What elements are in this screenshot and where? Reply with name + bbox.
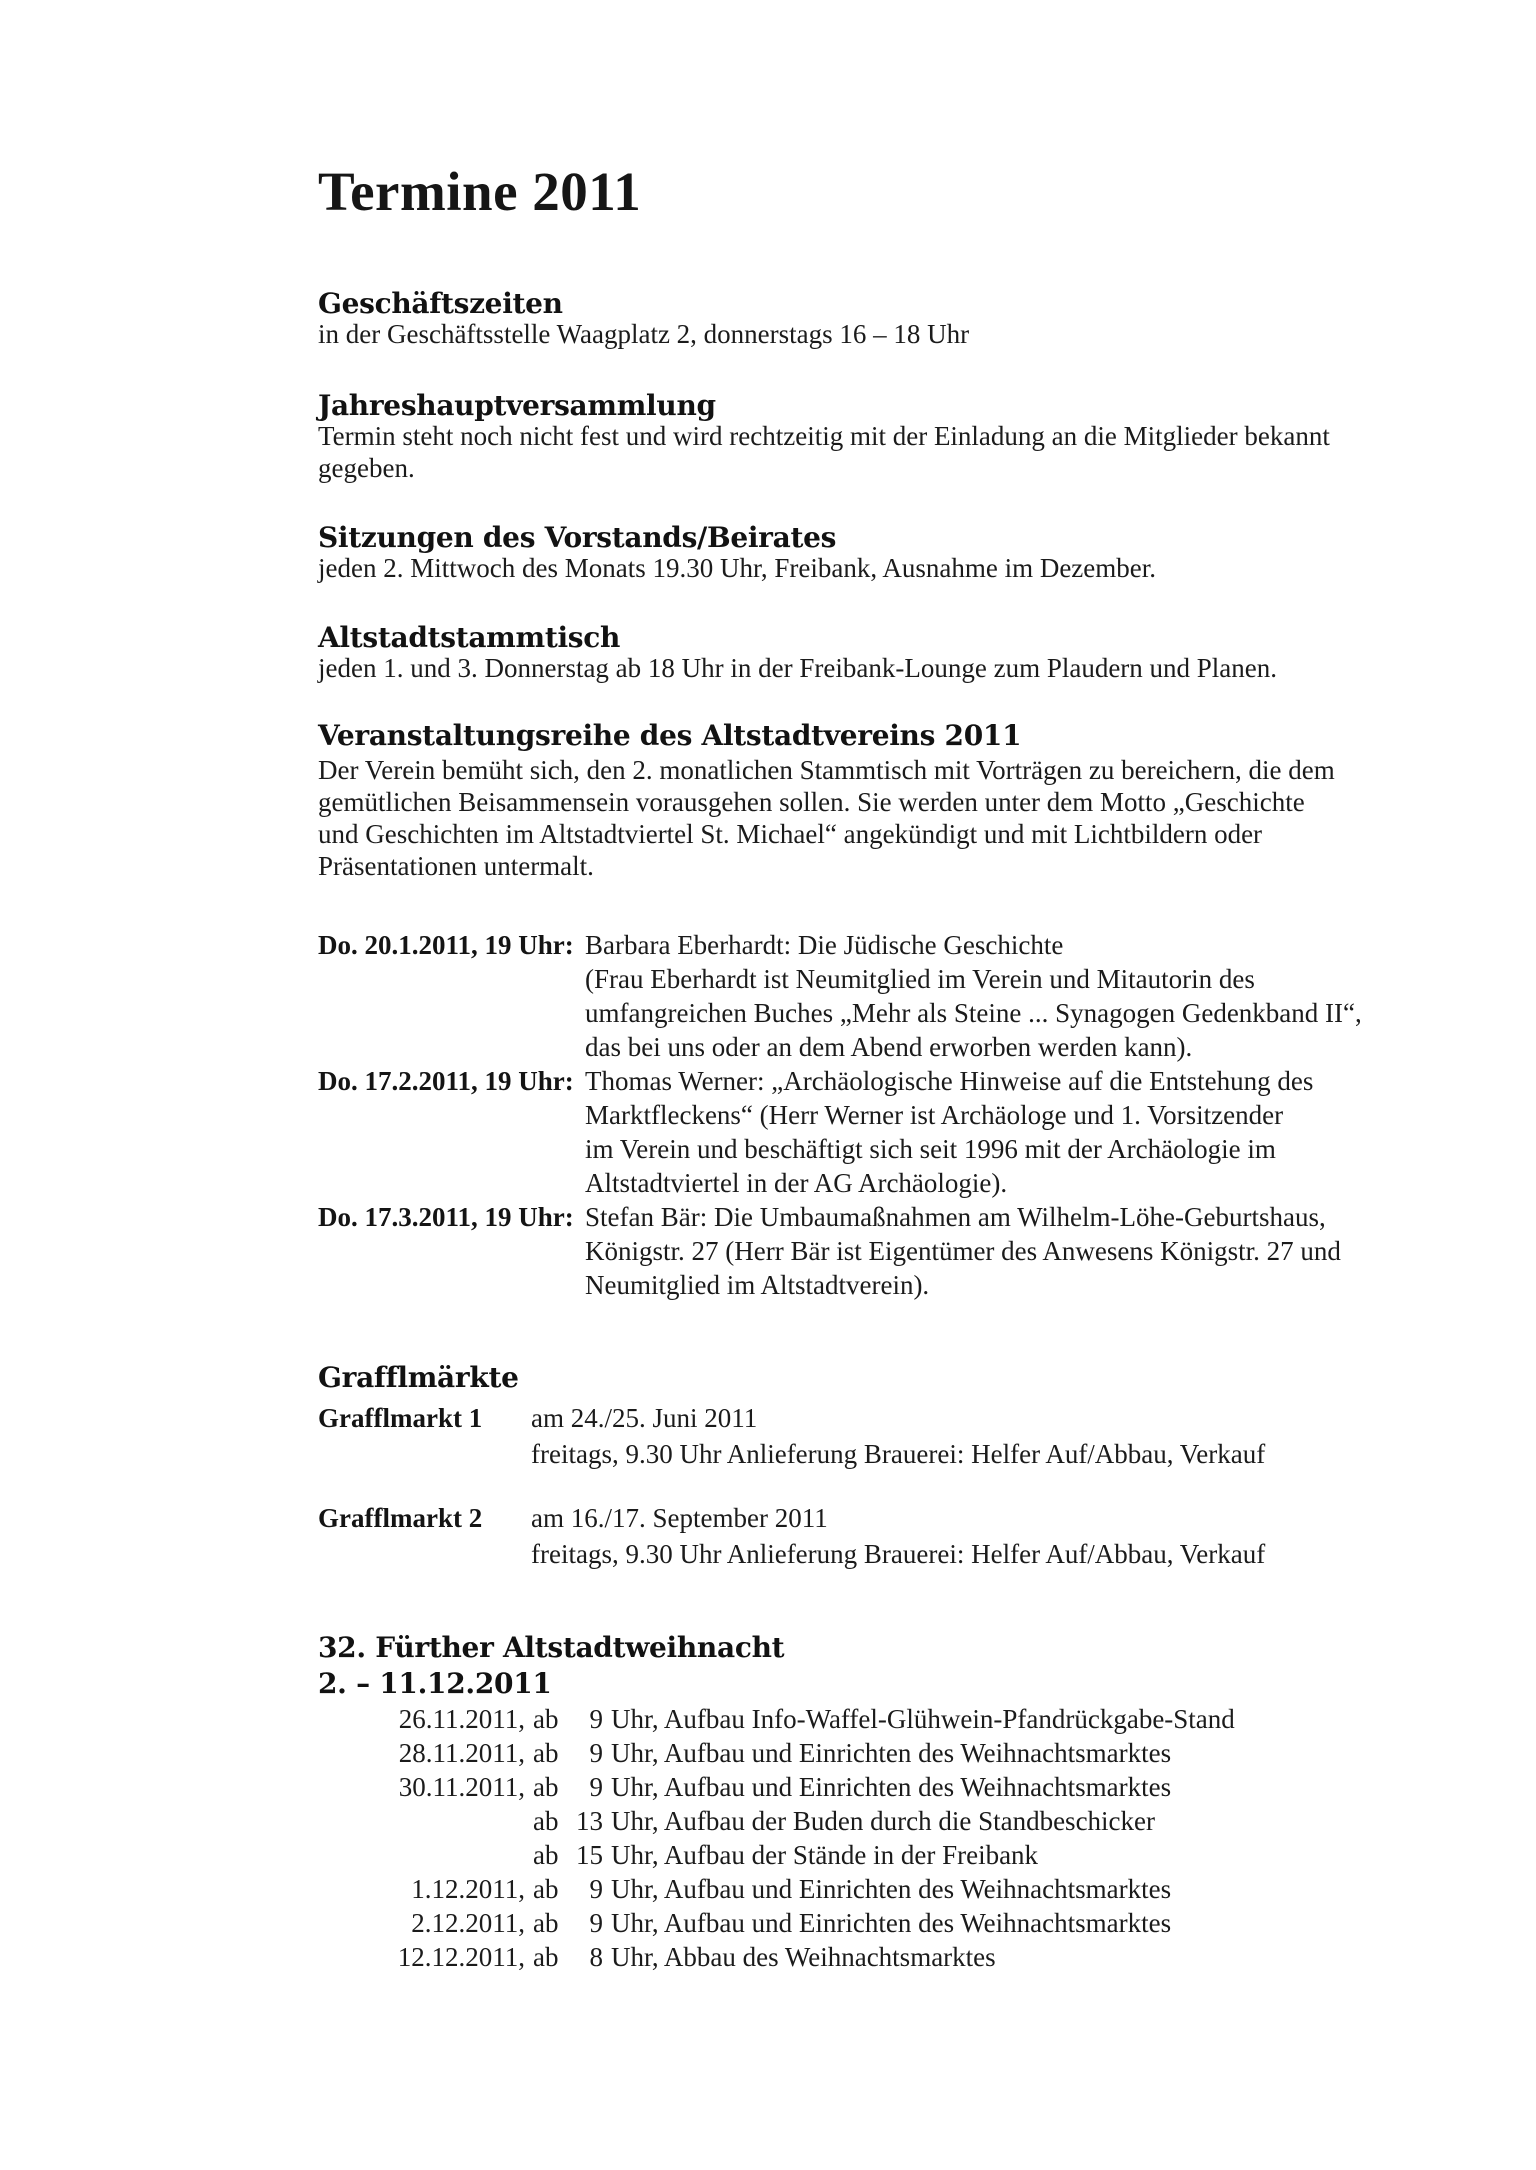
section-body-veranstaltungsreihe bbox=[318, 754, 1335, 882]
body-line: Termin steht noch nicht fest und wird rechtzeitig mit der Einladung an die Mitglieder bekannt bbox=[318, 421, 1330, 451]
weihnacht-hour: 9 bbox=[589, 1908, 603, 1938]
section-body-geschaeftszeiten bbox=[318, 318, 969, 350]
weihnacht-text: Uhr, Aufbau Info-Waffel-Glühwein-Pfandrückgabe-Stand bbox=[611, 1704, 1235, 1734]
weihnacht-date: 26.11.2011, bbox=[398, 1704, 525, 1734]
graffl-line bbox=[318, 1436, 1265, 1472]
weihnacht-ab: ab bbox=[533, 1738, 559, 1768]
graffl-label-spacer bbox=[318, 1436, 531, 1472]
event-line bbox=[318, 1268, 1362, 1302]
event-line bbox=[318, 1030, 1362, 1064]
graffl-market-1 bbox=[318, 1400, 1265, 1472]
weihnacht-ab: ab bbox=[533, 1840, 559, 1870]
section-heading-geschaeftszeiten: Geschäftszeiten bbox=[318, 287, 563, 320]
graffl-market-2 bbox=[318, 1500, 1265, 1572]
event-line bbox=[318, 1098, 1362, 1132]
event-text: Marktfleckens“ (Herr Werner ist Archäologe und 1. Vorsitzender bbox=[585, 1100, 1284, 1130]
body-line: Der Verein bemüht sich, den 2. monatlichen Stammtisch mit Vorträgen zu bereichern, die dem bbox=[318, 755, 1335, 785]
section-heading-jahreshauptversammlung: Jahreshauptversammlung bbox=[318, 389, 716, 422]
event-date-spacer bbox=[318, 996, 585, 1030]
weihnacht-ab: ab bbox=[533, 1942, 559, 1972]
weihnacht-heading-line1: 32. Fürther Altstadtweihnacht bbox=[318, 1631, 785, 1664]
weihnacht-row bbox=[318, 1838, 1235, 1872]
graffl-text: am 24./25. Juni 2011 bbox=[531, 1403, 758, 1433]
weihnacht-text: Uhr, Abbau des Weihnachtsmarktes bbox=[611, 1942, 996, 1972]
weihnacht-row bbox=[318, 1872, 1235, 1906]
section-heading-veranstaltungsreihe: Veranstaltungsreihe des Altstadtvereins 2011 bbox=[318, 719, 1022, 752]
weihnacht-row bbox=[318, 1770, 1235, 1804]
graffl-market-label: Grafflmarkt 1 bbox=[318, 1403, 483, 1433]
event-line bbox=[318, 1132, 1362, 1166]
weihnacht-row bbox=[318, 1940, 1235, 1974]
section-heading-sitzungen: Sitzungen des Vorstands/Beirates bbox=[318, 521, 837, 554]
weihnacht-date: 28.11.2011, bbox=[398, 1738, 525, 1768]
event-date-spacer bbox=[318, 1030, 585, 1064]
weihnacht-schedule bbox=[318, 1702, 1235, 1974]
section-body-sitzungen bbox=[318, 552, 1156, 584]
event-text: Neumitglied im Altstadtverein). bbox=[585, 1270, 930, 1300]
event-date-label: Do. 17.2.2011, 19 Uhr: bbox=[318, 1066, 574, 1096]
event-text: Barbara Eberhardt: Die Jüdische Geschichte bbox=[585, 930, 1064, 960]
body-line: in der Geschäftsstelle Waagplatz 2, donnerstags 16 – 18 Uhr bbox=[318, 319, 970, 349]
event-text: Königstr. 27 (Herr Bär ist Eigentümer des Anwesens Königstr. 27 und bbox=[585, 1236, 1341, 1266]
event-date-label: Do. 20.1.2011, 19 Uhr: bbox=[318, 930, 574, 960]
weihnacht-date: 1.12.2011, bbox=[411, 1874, 525, 1904]
event-date-spacer bbox=[318, 1234, 585, 1268]
weihnacht-date: 12.12.2011, bbox=[397, 1942, 525, 1972]
weihnacht-date: 2.12.2011, bbox=[411, 1908, 525, 1938]
body-line: und Geschichten im Altstadtviertel St. Michael“ angekündigt und mit Lichtbildern oder bbox=[318, 819, 1263, 849]
event-text: umfangreichen Buches „Mehr als Steine ... Synagogen Gedenkband II“, bbox=[585, 998, 1362, 1028]
page-title: Termine 2011 bbox=[318, 161, 642, 222]
event-text: im Verein und beschäftigt sich seit 1996 mit der Archäologie im bbox=[585, 1134, 1276, 1164]
event-line bbox=[318, 1200, 1362, 1234]
weihnacht-hour: 9 bbox=[589, 1738, 603, 1768]
weihnacht-text: Uhr, Aufbau und Einrichten des Weihnachtsmarktes bbox=[611, 1772, 1172, 1802]
event-line bbox=[318, 1064, 1362, 1098]
event-date-label: Do. 17.3.2011, 19 Uhr: bbox=[318, 1202, 574, 1232]
weihnacht-row bbox=[318, 1702, 1235, 1736]
section-heading-altstadtstammtisch: Altstadtstammtisch bbox=[318, 621, 621, 654]
event-text: Thomas Werner: „Archäologische Hinweise auf die Entstehung des bbox=[585, 1066, 1314, 1096]
event-text: Altstadtviertel in der AG Archäologie). bbox=[585, 1168, 1008, 1198]
event-line bbox=[318, 928, 1362, 962]
weihnacht-text: Uhr, Aufbau und Einrichten des Weihnachtsmarktes bbox=[611, 1874, 1172, 1904]
event-line bbox=[318, 962, 1362, 996]
graffl-heading: Grafflmärkte bbox=[318, 1361, 519, 1394]
weihnacht-hour: 13 bbox=[576, 1806, 603, 1836]
graffl-line bbox=[318, 1400, 1265, 1436]
weihnacht-hour: 9 bbox=[589, 1704, 603, 1734]
weihnacht-date bbox=[318, 1804, 525, 1838]
weihnacht-row bbox=[318, 1906, 1235, 1940]
body-line: gegeben. bbox=[318, 453, 415, 483]
section-body-altstadtstammtisch bbox=[318, 652, 1277, 684]
body-line: jeden 1. und 3. Donnerstag ab 18 Uhr in der Freibank-Lounge zum Plaudern und Planen. bbox=[318, 653, 1278, 683]
weihnacht-ab: ab bbox=[533, 1772, 559, 1802]
weihnacht-row bbox=[318, 1804, 1235, 1838]
event-date-spacer bbox=[318, 1268, 585, 1302]
event-line bbox=[318, 996, 1362, 1030]
graffl-line bbox=[318, 1536, 1265, 1572]
body-line: Präsentationen untermalt. bbox=[318, 851, 594, 881]
weihnacht-ab: ab bbox=[533, 1704, 559, 1734]
weihnacht-hour: 8 bbox=[589, 1942, 603, 1972]
weihnacht-hour: 9 bbox=[589, 1874, 603, 1904]
body-line: gemütlichen Beisammensein vorausgehen sollen. Sie werden unter dem Motto „Geschichte bbox=[318, 787, 1305, 817]
graffl-line bbox=[318, 1500, 1265, 1536]
weihnacht-date bbox=[318, 1838, 525, 1872]
event-text: das bei uns oder an dem Abend erworben werden kann). bbox=[585, 1032, 1193, 1062]
event-date-spacer bbox=[318, 1166, 585, 1200]
weihnacht-ab: ab bbox=[533, 1908, 559, 1938]
body-line: jeden 2. Mittwoch des Monats 19.30 Uhr, Freibank, Ausnahme im Dezember. bbox=[318, 553, 1157, 583]
event-date-spacer bbox=[318, 1098, 585, 1132]
weihnacht-date: 30.11.2011, bbox=[398, 1772, 525, 1802]
weihnacht-text: Uhr, Aufbau und Einrichten des Weihnachtsmarktes bbox=[611, 1908, 1172, 1938]
graffl-text: am 16./17. September 2011 bbox=[531, 1503, 828, 1533]
weihnacht-ab: ab bbox=[533, 1874, 559, 1904]
graffl-text: freitags, 9.30 Uhr Anlieferung Brauerei: Helfer Auf/Abbau, Verkauf bbox=[531, 1539, 1266, 1569]
event-date-spacer bbox=[318, 1132, 585, 1166]
event-text: Stefan Bär: Die Umbaumaßnahmen am Wilhelm-Löhe-Geburtshaus, bbox=[585, 1202, 1326, 1232]
graffl-label-spacer bbox=[318, 1536, 531, 1572]
weihnacht-ab: ab bbox=[533, 1806, 559, 1836]
weihnacht-heading-line2: 2. – 11.12.2011 bbox=[318, 1667, 552, 1700]
graffl-text: freitags, 9.30 Uhr Anlieferung Brauerei: Helfer Auf/Abbau, Verkauf bbox=[531, 1439, 1266, 1469]
weihnacht-text: Uhr, Aufbau der Stände in der Freibank bbox=[611, 1840, 1039, 1870]
weihnacht-row bbox=[318, 1736, 1235, 1770]
event-text: (Frau Eberhardt ist Neumitglied im Verein und Mitautorin des bbox=[585, 964, 1255, 994]
event-line bbox=[318, 1234, 1362, 1268]
weihnacht-hour: 15 bbox=[576, 1840, 603, 1870]
section-body-jahreshauptversammlung bbox=[318, 420, 1330, 484]
event-list bbox=[318, 928, 1362, 1302]
graffl-market-label: Grafflmarkt 2 bbox=[318, 1503, 483, 1533]
event-date-spacer bbox=[318, 962, 585, 996]
weihnacht-text: Uhr, Aufbau und Einrichten des Weihnachtsmarktes bbox=[611, 1738, 1172, 1768]
weihnacht-hour: 9 bbox=[589, 1772, 603, 1802]
event-line bbox=[318, 1166, 1362, 1200]
weihnacht-text: Uhr, Aufbau der Buden durch die Standbeschicker bbox=[611, 1806, 1156, 1836]
